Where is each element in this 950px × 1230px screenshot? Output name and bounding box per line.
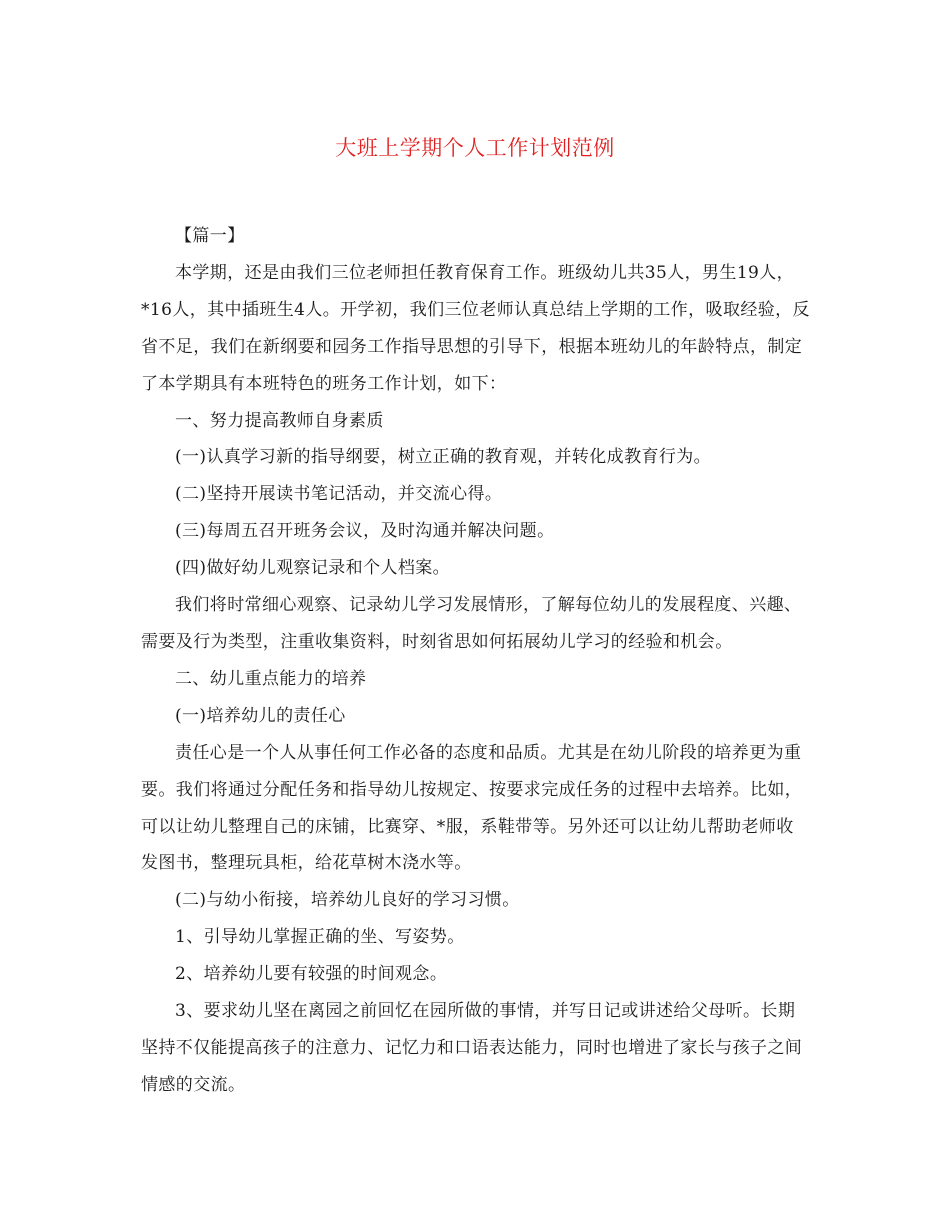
- subheading-study-habits: (二)与幼小衔接，培养幼儿良好的学习习惯。: [175, 890, 520, 911]
- list-item: (二)坚持开展读书笔记活动，并交流心得。: [175, 484, 503, 505]
- list-item: 2、培养幼儿要有较强的时间观念。: [175, 964, 448, 985]
- paragraph-observation: 我们将时常细心观察、记录幼儿学习发展情形，了解每位幼儿的发展程度、兴趣、需要及行为类型，注重收集资料，时刻省思如何拓展幼儿学习的经验和机会。: [141, 595, 802, 652]
- document-title: 大班上学期个人工作计划范例: [335, 136, 615, 160]
- heading-teacher-quality: 一、努力提高教师自身素质: [175, 410, 384, 431]
- document-body: [141, 218, 811, 1104]
- section-label: 【篇一】: [175, 226, 245, 246]
- list-item: (三)每周五召开班务会议，及时沟通并解决问题。: [175, 521, 555, 542]
- list-item: 3、要求幼儿坚在离园之前回忆在园所做的事情，并写日记或讲述给父母听。长期坚持不仅能提高孩子的注意力、记忆力和口语表达能力，同时也增进了家长与孩子之间情感的交流。: [141, 1001, 803, 1095]
- heading-key-abilities: 二、幼儿重点能力的培养: [175, 668, 367, 689]
- list-item: (四)做好幼儿观察记录和个人档案。: [175, 558, 451, 579]
- subheading-responsibility: (一)培养幼儿的责任心: [175, 705, 346, 726]
- paragraph-responsibility: 责任心是一个人从事任何工作必备的态度和品质。尤其是在幼儿阶段的培养更为重要。我们将通过分配任务和指导幼儿按规定、按要求完成任务的过程中去培养。比如，可以让幼儿整理自己的床铺，比赛穿、*服，系鞋带等。另外还可以让幼儿帮助老师收发图书，整理玩具柜，给花草树木浇水等。: [141, 742, 803, 874]
- paragraph-intro: 本学期，还是由我们三位老师担任教育保育工作。班级幼儿共35人，男生19人，*16人，其中插班生4人。开学初，我们三位老师认真总结上学期的工作，吸取经验，反省不足，我们在新纲要和园务工作指导思想的引导下，根据本班幼儿的年龄特点，制定了本学期具有本班特色的班务工作计划，如下：: [141, 262, 810, 394]
- list-item: 1、引导幼儿掌握正确的坐、写姿势。: [175, 927, 465, 948]
- list-item: (一)认真学习新的指导纲要，树立正确的教育观，并转化成教育行为。: [175, 447, 712, 468]
